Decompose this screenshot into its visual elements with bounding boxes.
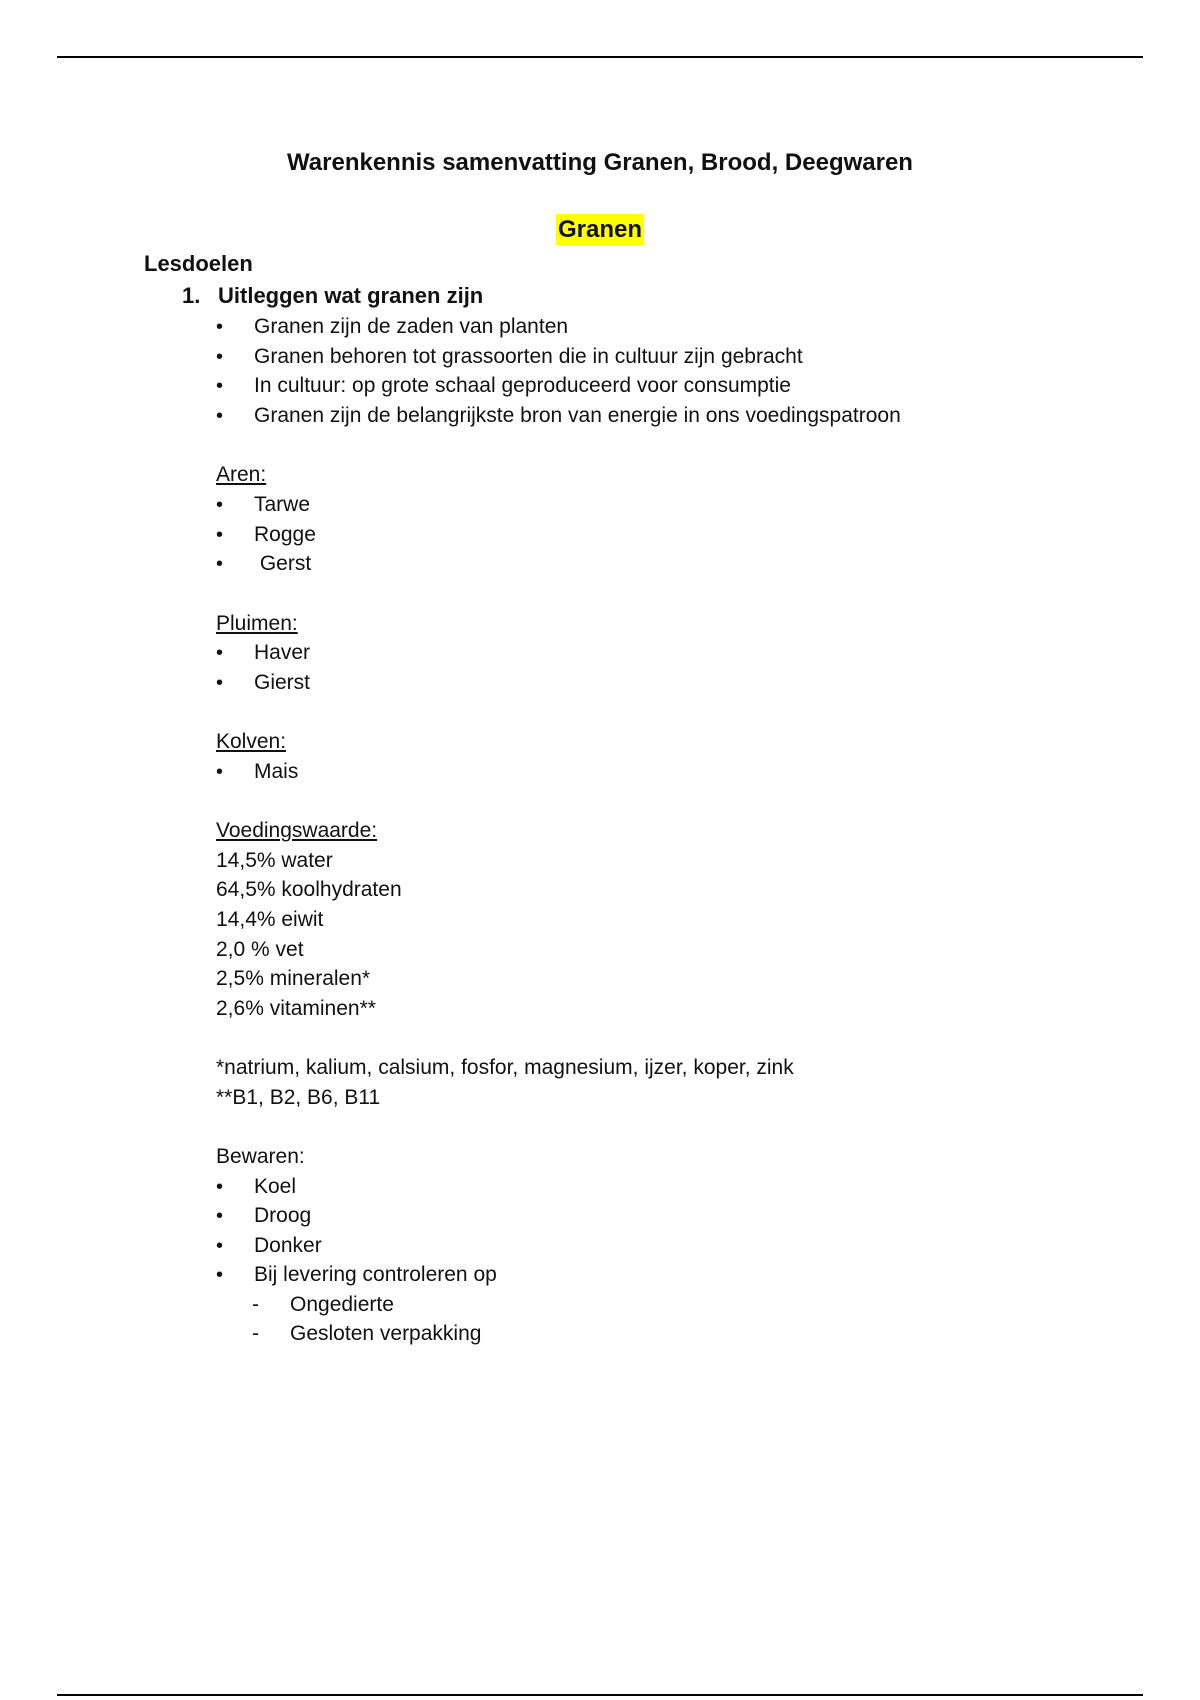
bewaren-heading: Bewaren: [216, 1145, 305, 1168]
bullet-icon: • [216, 1205, 224, 1227]
bullet-icon: • [216, 1235, 224, 1257]
nutrition-line: 2,6% vitaminen** [216, 997, 376, 1020]
goal-item [182, 281, 483, 311]
pluimen-heading: Pluimen: [216, 612, 298, 635]
bullet-icon: • [216, 1176, 224, 1198]
list-item: • Granen zijn de belangrijkste bron van energie in ons voedingspatroon [216, 401, 901, 431]
aren-heading: Aren: [216, 463, 267, 486]
sub-list-item: - Ongedierte [252, 1290, 394, 1320]
footnote: *natrium, kalium, calsium, fosfor, magnesium, ijzer, koper, zink [216, 1056, 794, 1079]
nutrition-line: 2,5% mineralen* [216, 967, 371, 990]
list-item: • Mais [216, 757, 298, 787]
lesdoelen-heading: Lesdoelen [144, 251, 253, 276]
list-item: • Donker [216, 1231, 322, 1261]
list-item: • Koel [216, 1172, 296, 1202]
bottom-rule [57, 1694, 1143, 1696]
section-title [0, 215, 1200, 245]
list-item: • Bij levering controleren op [216, 1260, 497, 1290]
bullet-icon: • [216, 672, 224, 694]
dash-icon: - [252, 1293, 259, 1316]
dash-icon: - [252, 1322, 259, 1345]
nutrition-line: 64,5% koolhydraten [216, 878, 402, 901]
bullet-icon: • [216, 494, 224, 516]
bullet-icon: • [216, 642, 224, 664]
bullet-icon: • [216, 405, 224, 427]
bullet-icon: • [216, 316, 224, 338]
document-title: Warenkennis samenvatting Granen, Brood, Deegwaren [287, 149, 913, 176]
list-item: • Tarwe [216, 490, 310, 520]
goal-text: Uitleggen wat granen zijn [218, 283, 484, 308]
nutrition-line: 2,0 % vet [216, 938, 304, 961]
kolven-heading: Kolven: [216, 730, 287, 753]
list-item: • Haver [216, 638, 310, 668]
list-item: • Gerst [216, 549, 311, 579]
goal-number: 1. [182, 283, 201, 308]
bullet-icon: • [216, 1264, 224, 1286]
bullet-icon: • [216, 375, 224, 397]
nutrition-line: 14,4% eiwit [216, 908, 324, 931]
voedingswaarde-heading: Voedingswaarde: [216, 819, 378, 842]
sub-list-item: - Gesloten verpakking [252, 1319, 481, 1349]
list-item: • In cultuur: op grote schaal geproduceerd voor consumptie [216, 371, 791, 401]
list-item: • Granen zijn de zaden van planten [216, 312, 568, 342]
bullet-icon: • [216, 346, 224, 368]
section-title-highlight: Granen [557, 216, 643, 243]
nutrition-line: 14,5% water [216, 849, 333, 872]
top-rule [57, 56, 1143, 58]
list-item: • Droog [216, 1201, 311, 1231]
bullet-icon: • [216, 524, 224, 546]
bullet-icon: • [216, 761, 224, 783]
list-item: • Gierst [216, 668, 310, 698]
list-item: • Rogge [216, 520, 316, 550]
list-item: • Granen behoren tot grassoorten die in cultuur zijn gebracht [216, 342, 803, 372]
bullet-icon: • [216, 553, 224, 575]
footnote: **B1, B2, B6, B11 [216, 1086, 381, 1109]
